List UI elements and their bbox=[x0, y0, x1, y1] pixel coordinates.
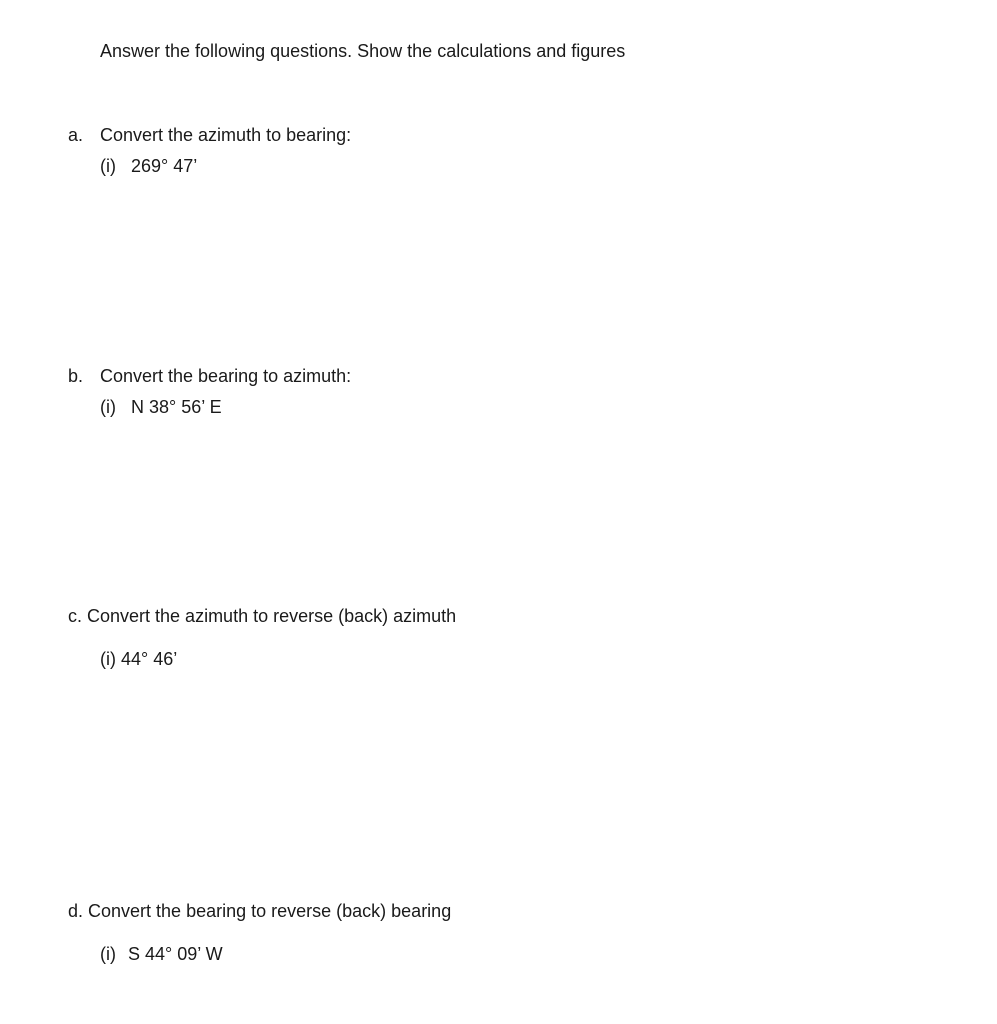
question-b-item-value: N 38° 56’ E bbox=[131, 397, 222, 417]
question-b-text: Convert the bearing to azimuth: bbox=[100, 366, 352, 386]
question-c-item: (i) 44° 46’ bbox=[100, 649, 178, 669]
question-a-text: Convert the azimuth to bearing: bbox=[100, 125, 352, 145]
question-d-item-value: S 44° 09’ W bbox=[128, 944, 223, 964]
instruction-text: Answer the following questions. Show the calculations and figures bbox=[100, 41, 626, 61]
question-a-item-number: (i) bbox=[100, 156, 116, 176]
question-b-item-number: (i) bbox=[100, 397, 116, 417]
question-b-label: b. bbox=[68, 366, 84, 386]
question-d-item-number: (i) bbox=[100, 944, 116, 964]
question-a-item-value: 269° 47’ bbox=[131, 156, 198, 176]
question-d-text: d. Convert the bearing to reverse (back) bearing bbox=[68, 901, 452, 921]
question-a-label: a. bbox=[68, 125, 84, 145]
question-c-text: c. Convert the azimuth to reverse (back) azimuth bbox=[68, 606, 457, 626]
